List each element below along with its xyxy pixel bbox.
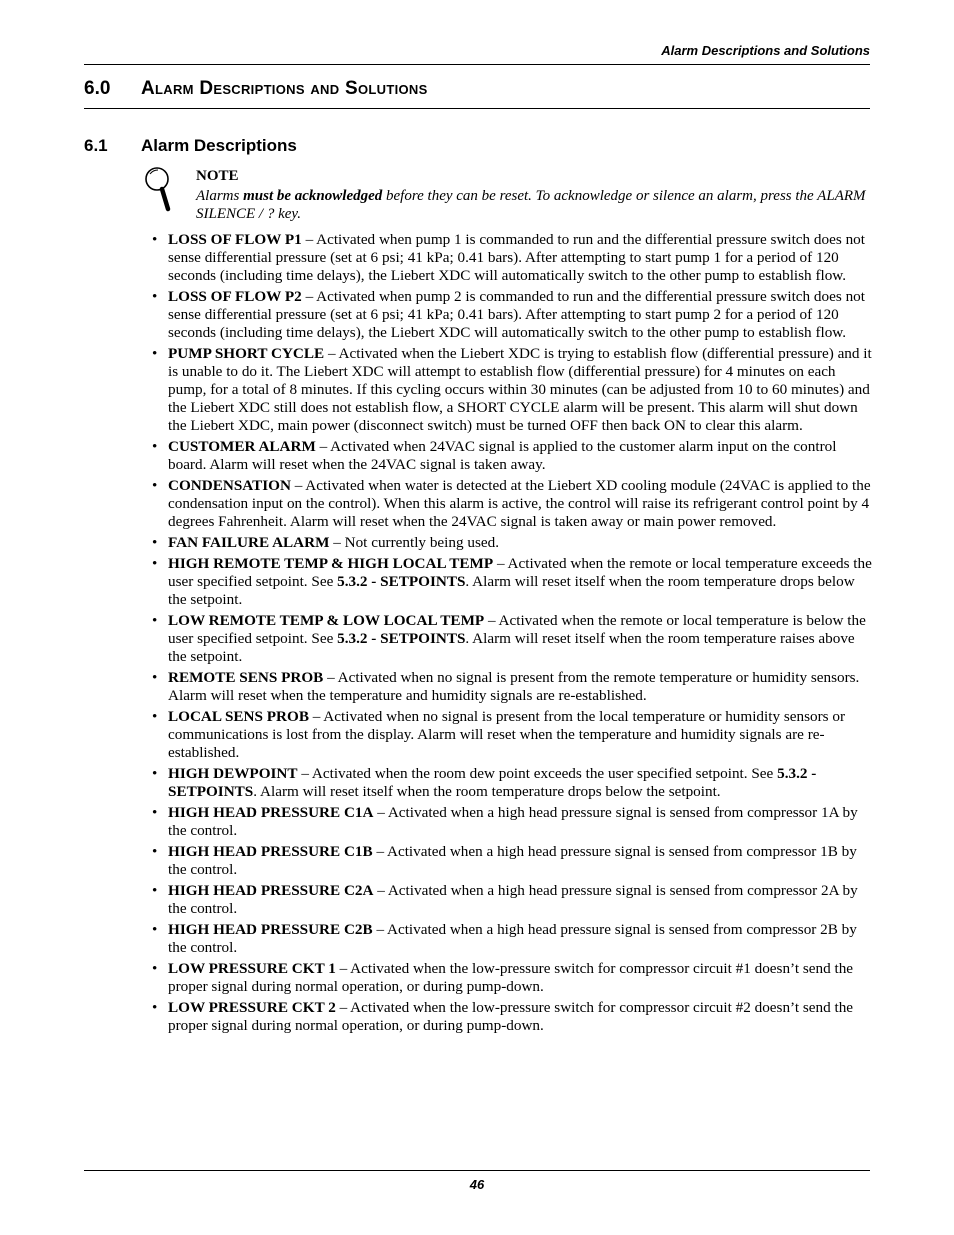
alarm-description: – Activated when a high head pressure signal is sensed from compressor 1B by the control. [168,843,857,878]
header-rule [84,64,870,65]
setpoints-reference: 5.3.2 - SETPOINTS [337,630,466,647]
setpoints-reference: 5.3.2 - SETPOINTS [168,765,817,800]
alarm-list-item [152,612,872,666]
alarm-name: LOW REMOTE TEMP & LOW LOCAL TEMP [168,612,485,629]
alarm-name: HIGH REMOTE TEMP & HIGH LOCAL TEMP [168,555,494,572]
bullet: • [152,765,158,782]
bullet: • [152,882,158,899]
magnifier-icon [138,165,176,213]
alarm-name: CUSTOMER ALARM [168,438,316,455]
alarm-list-item [152,708,872,762]
alarm-list-item [152,843,872,879]
alarm-name: LOW PRESSURE CKT 2 [168,999,336,1016]
alarm-name: LOSS OF FLOW P2 [168,288,302,305]
alarm-name: LOW PRESSURE CKT 1 [168,960,336,977]
footer-rule [84,1170,870,1171]
alarm-description: – Activated when water is detected at the Liebert XD cooling module (24VAC is applied to the condensation input on the control). When this alarm is active, the control will raise its refrigerant control point by 4 degrees Fahrenheit. Alarm will reset when the 24VAC signal is taken away or main power removed. [168,477,871,530]
alarm-list-item [152,231,872,285]
alarm-list-item [152,960,872,996]
note-label: NOTE [196,168,239,184]
alarm-description: – Activated when no signal is present from the local temperature or humidity sensors or communications is lost from the display. Alarm will reset when the temperature and humidity signals are re-established. [168,708,846,761]
note-text-before: Alarms [196,188,244,204]
alarm-name: HIGH HEAD PRESSURE C1B [168,843,373,860]
note-block [196,167,871,223]
bullet: • [152,960,158,977]
bullet: • [152,555,158,572]
alarm-description: – Activated when a high head pressure signal is sensed from compressor 2B by the control. [168,921,857,956]
section-title: Alarm Descriptions [141,136,297,155]
alarm-name: LOCAL SENS PROB [168,708,309,725]
alarm-description-cont: . Alarm will reset itself when the room temperature raises above the setpoint. [168,630,855,665]
alarm-list [152,231,872,1038]
alarm-description: – Activated when pump 2 is commanded to run and the differential pressure switch does not sense differential pressure (set at 6 psi; 41 kPa; 0.41 bars). After attempting to start pump 2 for a period of 120 seconds (including time delays), the Liebert XDC will automatically switch to the other pump to establish flow. [168,288,865,341]
bullet: • [152,843,158,860]
bullet: • [152,999,158,1016]
alarm-name: FAN FAILURE ALARM [168,534,330,551]
note-text-after: before they can be reset. To acknowledge or silence an alarm, press the ALARM SILENCE / ? key. [196,188,866,222]
chapter-heading [84,78,428,100]
alarm-description: – Activated when the room dew point exceeds the user specified setpoint. See [297,765,778,782]
section-heading [84,136,297,156]
alarm-description: – Activated when pump 1 is commanded to run and the differential pressure switch does not sense differential pressure (set at 6 psi; 41 kPa; 0.41 bars). After attempting to start pump 1 for a period of 120 seconds (including time delays), the Liebert XDC will automatically switch to the other pump to establish flow. [168,231,865,284]
alarm-list-item [152,534,872,552]
alarm-list-item [152,765,872,801]
bullet: • [152,288,158,305]
alarm-description: – Activated when the remote or local temperature is below the user specified setpoint. See [168,612,866,647]
alarm-name: HIGH HEAD PRESSURE C2A [168,882,374,899]
note-text [196,187,871,223]
alarm-list-item [152,999,872,1035]
alarm-description: – Activated when the low-pressure switch for compressor circuit #1 doesn’t send the proper signal during normal operation, or during pump-down. [168,960,854,995]
alarm-name: PUMP SHORT CYCLE [168,345,325,362]
alarm-description-cont: . Alarm will reset itself when the room temperature drops below the setpoint. [253,783,721,800]
alarm-list-item [152,669,872,705]
section-number: 6.1 [84,136,108,155]
alarm-list-item [152,438,872,474]
bullet: • [152,438,158,455]
alarm-list-item [152,345,872,435]
alarm-name: HIGH DEWPOINT [168,765,298,782]
alarm-description: – Activated when the low-pressure switch for compressor circuit #2 doesn’t send the proper signal during normal operation, or during pump-down. [168,999,854,1034]
alarm-description: – Activated when a high head pressure signal is sensed from compressor 1A by the control. [168,804,858,839]
alarm-name: HIGH HEAD PRESSURE C1A [168,804,374,821]
alarm-description: – Activated when no signal is present from the remote temperature or humidity sensors. Alarm will reset when the temperature and humidity signals are re-established. [168,669,860,704]
alarm-name: LOSS OF FLOW P1 [168,231,302,248]
bullet: • [152,708,158,725]
alarm-list-item [152,555,872,609]
alarm-description-cont: . Alarm will reset itself when the room temperature drops below the setpoint. [168,573,855,608]
alarm-description: – Activated when the Liebert XDC is trying to establish flow (differential pressure) and it is unable to do it. The Liebert XDC will attempt to establish flow (differential pressure) for 4 minutes on each pump, for a total of 8 minutes. If this cycling occurs within 30 minutes (can be adjusted from 10 to 60 minutes) and the Liebert XDC still does not establish flow, a SHORT CYCLE alarm will be present. This alarm will shut down the Liebert XDC, main power (disconnect switch) must be turned OFF then back ON to clear this alarm. [168,345,872,434]
chapter-rule [84,108,870,109]
bullet: • [152,804,158,821]
page-number: 46 [469,1177,485,1192]
alarm-name: CONDENSATION [168,477,291,494]
alarm-list-item [152,921,872,957]
alarm-list-item [152,804,872,840]
note-emphasis: must be acknowledged [243,188,383,204]
alarm-description: – Activated when the remote or local temperature exceeds the user specified setpoint. See [168,555,872,590]
bullet: • [152,534,158,551]
alarm-list-item [152,288,872,342]
bullet: • [152,921,158,938]
bullet: • [152,231,158,248]
alarm-description: – Activated when a high head pressure signal is sensed from compressor 2A by the control. [168,882,858,917]
setpoints-reference: 5.3.2 - SETPOINTS [337,573,466,590]
chapter-title: Alarm Descriptions and Solutions [141,78,428,99]
alarm-name: REMOTE SENS PROB [168,669,324,686]
alarm-name: HIGH HEAD PRESSURE C2B [168,921,373,938]
chapter-number: 6.0 [84,78,111,99]
alarm-description: – Activated when 24VAC signal is applied to the customer alarm input on the control board. Alarm will reset when the 24VAC signal is taken away. [168,438,837,473]
bullet: • [152,477,158,494]
bullet: • [152,612,158,629]
alarm-description: – Not currently being used. [329,534,499,551]
alarm-list-item [152,477,872,531]
alarm-list-item [152,882,872,918]
bullet: • [152,345,158,362]
bullet: • [152,669,158,686]
running-header: Alarm Descriptions and Solutions [661,43,870,58]
